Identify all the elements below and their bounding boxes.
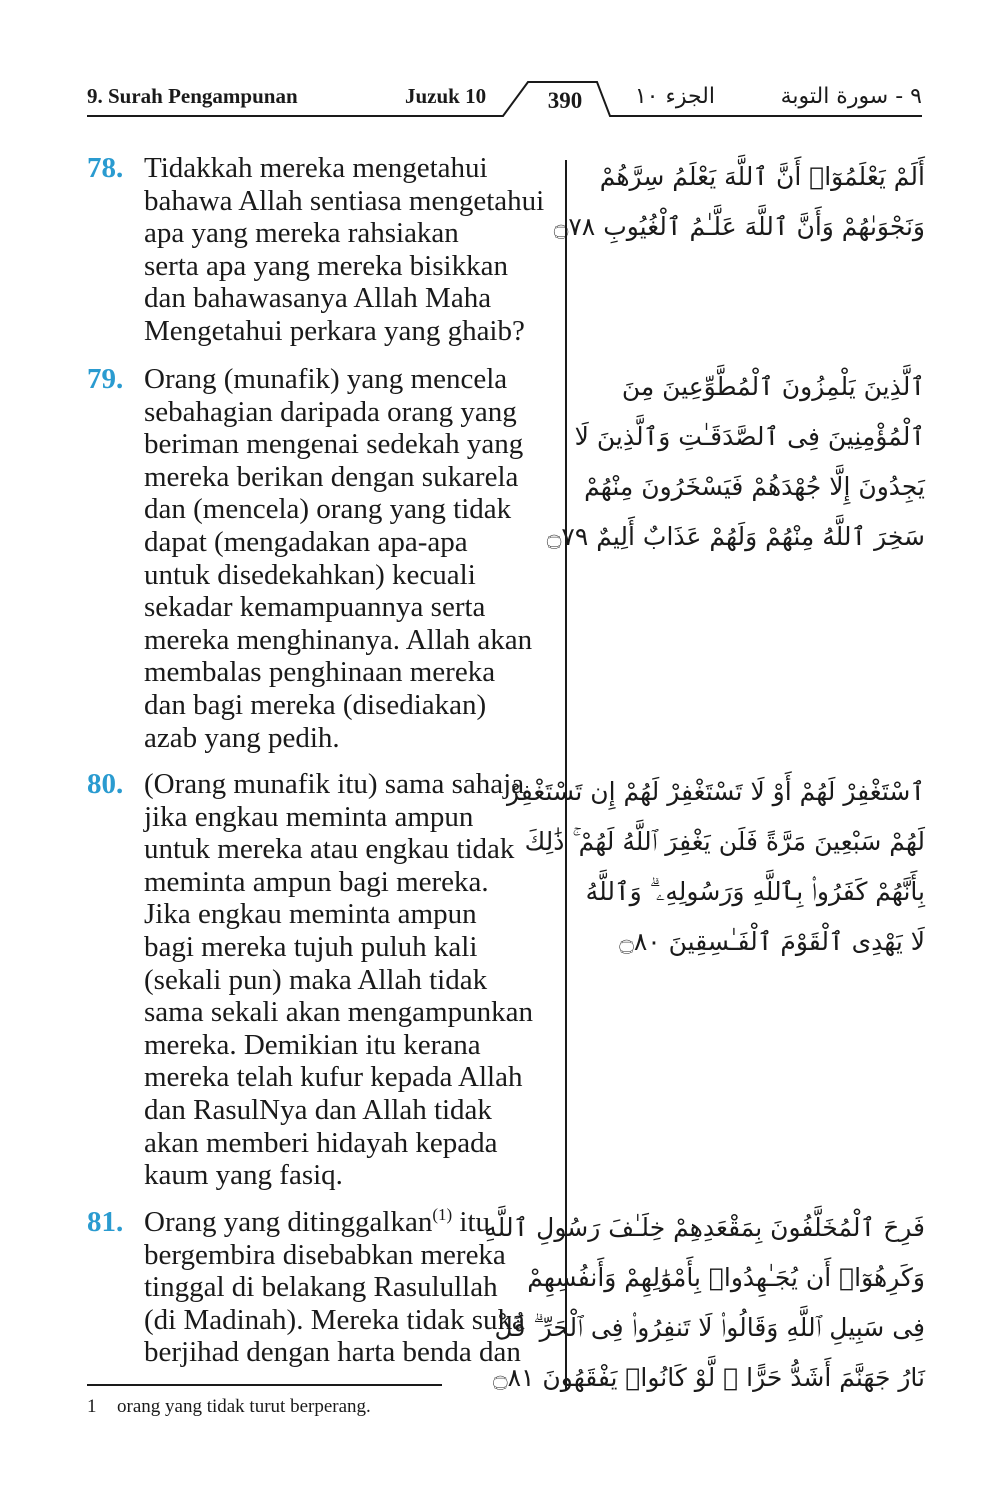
arabic-line: ٱسْتَغْفِرْ لَهُمْ أَوْ لَا تَسْتَغْفِرْ لَهُمْ إِن تَسْتَغْفِرْ	[506, 777, 925, 806]
verse-line: akan memberi hidayah kepada	[144, 1126, 498, 1159]
arabic-line: وَنَجْوَىٰهُمْ وَأَنَّ ٱللَّهَ عَلَّـٰمُ ٱلْغُيُوبِ ۝٧٨	[553, 212, 925, 241]
verse-line-suffix: itu	[452, 1206, 491, 1238]
verse-line: dan bahawasanya Allah Maha	[144, 282, 492, 315]
header-rule	[0, 0, 1000, 130]
page-number: 390	[547, 88, 583, 113]
footnote-number: 1	[87, 1396, 97, 1417]
verse-81-arabic	[484, 1203, 925, 1403]
footnote-text: orang yang tidak turut berperang.	[117, 1396, 371, 1417]
footnote-marker: (1)	[432, 1205, 453, 1224]
verse-line: (sekali pun) maka Allah tidak	[144, 963, 488, 996]
arabic-line: وَكَرِهُوٓا۟ أَن يُجَـٰهِدُوا۟ بِأَمْوَٰلِهِمْ وَأَنفُسِهِمْ	[527, 1263, 925, 1292]
verse-number: 78.	[87, 152, 124, 184]
verse-line: Jika engkau meminta ampun	[144, 898, 477, 931]
arabic-line: يَجِدُونَ إِلَّا جُهْدَهُمْ فَيَسْخَرُونَ مِنْهُمْ	[584, 472, 925, 501]
verse-line: meminta ampun bagi mereka.	[144, 865, 489, 898]
verse-line: mereka telah kufur kepada Allah	[144, 1061, 523, 1094]
verse-line: dan bagi mereka (disediakan)	[144, 688, 487, 721]
verse-line: mereka menghinanya. Allah akan	[144, 623, 533, 656]
verse-line: Tidakkah mereka mengetahui	[144, 152, 488, 184]
verse-78-arabic	[553, 152, 925, 252]
surah-title-arabic: ٩ - سورة التوبة	[780, 84, 922, 109]
arabic-line: سَخِرَ ٱللَّهُ مِنْهُمْ وَلَهُمْ عَذَابٌ أَلِيمٌ ۝٧٩	[546, 522, 925, 551]
verse-line: serta apa yang mereka bisikkan	[144, 249, 508, 282]
verse-line: (Orang munafik itu) sama sahaja	[144, 768, 525, 800]
verse-line: dan RasulNya dan Allah tidak	[144, 1093, 492, 1126]
verse-line: (di Madinah). Mereka tidak suka	[144, 1303, 525, 1336]
verse-line: sebahagian daripada orang yang	[144, 395, 517, 428]
verse-line: Mengetahui perkara yang ghaib?	[144, 314, 525, 347]
arabic-line: ٱلَّذِينَ يَلْمِزُونَ ٱلْمُطَّوِّعِينَ مِنَ	[621, 372, 925, 401]
verse-line: sama sekali akan mengampunkan	[144, 996, 533, 1029]
footnote-rule	[87, 1384, 442, 1386]
juz-label-arabic: الجزء ١٠	[634, 84, 715, 109]
verse-80-translation	[87, 768, 557, 1192]
verse-line: beriman mengenai sedekah yang	[144, 428, 524, 461]
arabic-line: ٱلْمُؤْمِنِينَ فِى ٱلصَّدَقَـٰتِ وَٱلَّذِينَ لَا	[574, 422, 925, 451]
verse-line: dan (mencela) orang yang tidak	[144, 493, 512, 526]
arabic-line: لَا يَهْدِى ٱلْقَوْمَ ٱلْفَـٰسِقِينَ ۝٨٠	[619, 927, 925, 956]
verse-line: azab yang pedih.	[144, 721, 340, 754]
verse-79-arabic	[546, 362, 925, 562]
verse-line: bergembira disebabkan mereka	[144, 1238, 506, 1271]
arabic-line: نَارُ جَهَنَّمَ أَشَدُّ حَرًّا ۚ لَّوْ كَانُوا۟ يَفْقَهُونَ ۝٨١	[492, 1363, 925, 1392]
verse-line: untuk disedekahkan) kecuali	[144, 558, 476, 591]
arabic-line: لَهُمْ سَبْعِينَ مَرَّةً فَلَن يَغْفِرَ ٱللَّهُ لَهُمْ ۚ ذَٰلِكَ	[524, 827, 925, 856]
verse-line: kaum yang fasiq.	[144, 1159, 343, 1192]
verse-line: membalas penghinaan mereka	[144, 656, 496, 689]
verse-line: dapat (mengadakan apa-apa	[144, 525, 468, 558]
verse-number: 80.	[87, 768, 124, 800]
arabic-line: أَلَمْ يَعْلَمُوٓا۟ أَنَّ ٱللَّهَ يَعْلَمُ سِرَّهُمْ	[599, 162, 925, 191]
arabic-line: فِى سَبِيلِ ٱللَّهِ وَقَالُوا۟ لَا تَنفِرُوا۟ فِى ٱلْحَرِّ ۗ قُلْ	[494, 1313, 925, 1342]
verse-line-text: Orang yang ditinggalkan	[144, 1206, 433, 1238]
verse-line: bahawa Allah sentiasa mengetahui	[144, 184, 545, 217]
verse-line: untuk mereka atau engkau tidak	[144, 833, 515, 866]
verse-line: jika engkau meminta ampun	[144, 800, 474, 833]
footnote	[87, 1396, 371, 1418]
verse-79-translation	[87, 363, 557, 754]
verse-80-arabic	[506, 767, 925, 967]
juz-label-latin: Juzuk 10	[405, 84, 487, 108]
arabic-line: بِأَنَّهُمْ كَفَرُوا۟ بِٱللَّهِ وَرَسُولِهِۦ ۗ وَٱللَّهُ	[585, 877, 925, 906]
verse-line: mereka. Demikian itu kerana	[144, 1028, 481, 1061]
surah-title-latin: 9. Surah Pengampunan	[87, 84, 298, 108]
verse-line: tinggal di belakang Rasulullah	[144, 1271, 498, 1304]
arabic-line: فَرِحَ ٱلْمُخَلَّفُونَ بِمَقْعَدِهِمْ خِلَـٰفَ رَسُولِ ٱللَّهِ	[484, 1213, 925, 1242]
verse-line: bagi mereka tujuh puluh kali	[144, 930, 478, 963]
verse-line: sekadar kemampuannya serta	[144, 591, 486, 624]
verse-78-translation	[87, 152, 557, 348]
verse-line: mereka berikan dengan sukarela	[144, 460, 519, 493]
verse-line: apa yang mereka rahsiakan	[144, 217, 459, 250]
verse-line: Orang (munafik) yang mencela	[144, 363, 508, 395]
verse-number: 79.	[87, 363, 124, 395]
verse-line: berjihad dengan harta benda dan	[144, 1336, 521, 1369]
verse-number: 81.	[87, 1206, 124, 1238]
